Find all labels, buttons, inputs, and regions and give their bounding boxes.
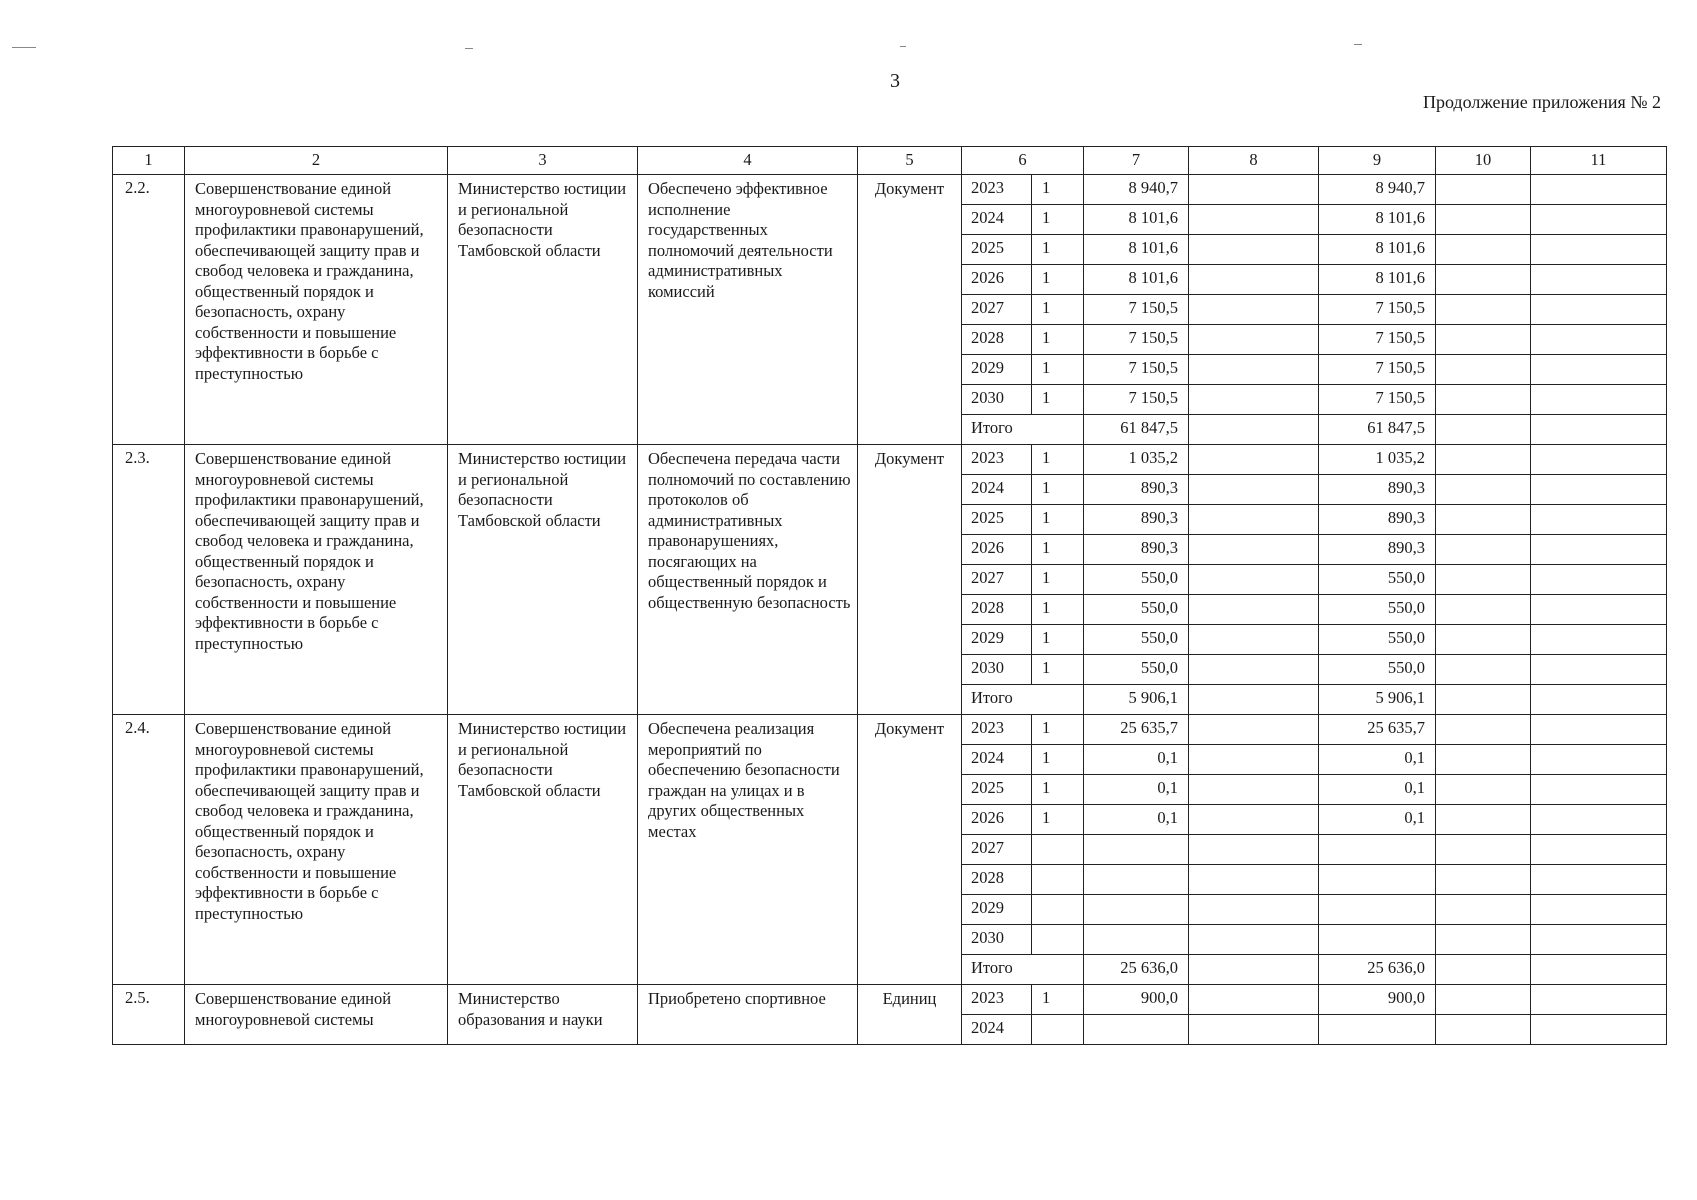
amount-col10	[1436, 325, 1531, 355]
year-row	[113, 175, 1667, 205]
year-cell: 2024	[962, 745, 1032, 775]
measure-name: Совершенствование единой многоуровневой системы профилактики правонарушений, обеспечивающей защиту прав и свобод человека и гражданина, общественный порядок и безопасность, охрану собственности и повышение эффективности в борьбе с преступностью	[185, 175, 448, 445]
amount-col11	[1531, 385, 1667, 415]
amount-col7	[1084, 865, 1189, 895]
header-cell: 7	[1084, 147, 1189, 175]
amount-col8	[1189, 625, 1319, 655]
amount-col11	[1531, 925, 1667, 955]
amount-col9: 7 150,5	[1319, 295, 1436, 325]
amount-col9: 7 150,5	[1319, 325, 1436, 355]
year-cell: 2026	[962, 805, 1032, 835]
amount-col8	[1189, 805, 1319, 835]
indicator-value: 1	[1032, 235, 1084, 265]
header-cell: 8	[1189, 147, 1319, 175]
amount-col10	[1436, 205, 1531, 235]
amount-col7: 890,3	[1084, 535, 1189, 565]
amount-col8	[1189, 565, 1319, 595]
amount-col10	[1436, 655, 1531, 685]
scan-speck	[900, 46, 906, 47]
year-cell: 2029	[962, 625, 1032, 655]
year-cell: 2024	[962, 205, 1032, 235]
header-cell: 6	[962, 147, 1084, 175]
measure-name: Совершенствование единой многоуровневой системы	[185, 985, 448, 1045]
amount-col11	[1531, 295, 1667, 325]
year-row	[113, 715, 1667, 745]
section-code: 2.4.	[113, 715, 185, 985]
amount-col11	[1531, 355, 1667, 385]
measure-name: Совершенствование единой многоуровневой системы профилактики правонарушений, обеспечивающей защиту прав и свобод человека и гражданина, общественный порядок и безопасность, охрану собственности и повышение эффективности в борьбе с преступностью	[185, 445, 448, 715]
header-cell: 5	[858, 147, 962, 175]
amount-col8	[1189, 175, 1319, 205]
amount-col11	[1531, 805, 1667, 835]
amount-col11	[1531, 475, 1667, 505]
amount-col8	[1189, 835, 1319, 865]
amount-col9: 890,3	[1319, 505, 1436, 535]
amount-col8	[1189, 505, 1319, 535]
amount-col9: 900,0	[1319, 985, 1436, 1015]
amount-col9	[1319, 865, 1436, 895]
amount-col11	[1531, 565, 1667, 595]
total-col11	[1531, 685, 1667, 715]
amount-col9: 0,1	[1319, 805, 1436, 835]
year-cell: 2030	[962, 385, 1032, 415]
amount-col7: 7 150,5	[1084, 355, 1189, 385]
amount-col9: 8 101,6	[1319, 235, 1436, 265]
amount-col10	[1436, 535, 1531, 565]
indicator-value	[1032, 865, 1084, 895]
amount-col11	[1531, 265, 1667, 295]
indicator-value: 1	[1032, 775, 1084, 805]
amount-col8	[1189, 895, 1319, 925]
executor: Министерство юстиции и региональной безопасности Тамбовской области	[448, 715, 638, 985]
amount-col10	[1436, 805, 1531, 835]
indicator-value	[1032, 835, 1084, 865]
amount-col11	[1531, 535, 1667, 565]
amount-col11	[1531, 175, 1667, 205]
amount-col8	[1189, 1015, 1319, 1045]
amount-col7: 0,1	[1084, 775, 1189, 805]
total-col7: 5 906,1	[1084, 685, 1189, 715]
unit-of-measure: Единиц	[858, 985, 962, 1045]
amount-col9: 8 940,7	[1319, 175, 1436, 205]
header-cell: 4	[638, 147, 858, 175]
total-col10	[1436, 955, 1531, 985]
year-cell: 2029	[962, 895, 1032, 925]
measure-name: Совершенствование единой многоуровневой системы профилактики правонарушений, обеспечивающей защиту прав и свобод человека и гражданина, общественный порядок и безопасность, охрану собственности и повышение эффективности в борьбе с преступностью	[185, 715, 448, 985]
amount-col7	[1084, 1015, 1189, 1045]
year-cell: 2023	[962, 985, 1032, 1015]
amount-col7: 8 101,6	[1084, 265, 1189, 295]
year-cell: 2025	[962, 235, 1032, 265]
amount-col7: 550,0	[1084, 625, 1189, 655]
amount-col7: 900,0	[1084, 985, 1189, 1015]
indicator-value	[1032, 1015, 1084, 1045]
year-cell: 2024	[962, 1015, 1032, 1045]
amount-col9: 7 150,5	[1319, 355, 1436, 385]
year-cell: 2027	[962, 295, 1032, 325]
amount-col9: 0,1	[1319, 745, 1436, 775]
year-cell: 2028	[962, 595, 1032, 625]
amount-col10	[1436, 385, 1531, 415]
header-cell: 9	[1319, 147, 1436, 175]
amount-col11	[1531, 595, 1667, 625]
amount-col11	[1531, 325, 1667, 355]
amount-col8	[1189, 775, 1319, 805]
amount-col11	[1531, 205, 1667, 235]
amount-col11	[1531, 775, 1667, 805]
amount-col10	[1436, 835, 1531, 865]
unit-of-measure: Документ	[858, 445, 962, 715]
indicator-value: 1	[1032, 595, 1084, 625]
amount-col10	[1436, 505, 1531, 535]
amount-col11	[1531, 625, 1667, 655]
indicator-value: 1	[1032, 295, 1084, 325]
indicator-value: 1	[1032, 475, 1084, 505]
year-cell: 2028	[962, 865, 1032, 895]
expected-result: Обеспечена передача части полномочий по составлению протоколов об административных правонарушениях, посягающих на общественный порядок и общественную безопасность	[638, 445, 858, 715]
amount-col10	[1436, 355, 1531, 385]
total-col9: 25 636,0	[1319, 955, 1436, 985]
indicator-value: 1	[1032, 565, 1084, 595]
indicator-value	[1032, 895, 1084, 925]
year-cell: 2029	[962, 355, 1032, 385]
page-number: 3	[890, 70, 900, 92]
total-col8	[1189, 685, 1319, 715]
indicator-value: 1	[1032, 505, 1084, 535]
amount-col8	[1189, 235, 1319, 265]
amount-col8	[1189, 655, 1319, 685]
amount-col7: 0,1	[1084, 745, 1189, 775]
amount-col11	[1531, 445, 1667, 475]
scan-speck	[1354, 44, 1362, 45]
amount-col9: 550,0	[1319, 655, 1436, 685]
total-col11	[1531, 415, 1667, 445]
total-col7: 25 636,0	[1084, 955, 1189, 985]
annex-title: Продолжение приложения № 2	[1422, 92, 1661, 112]
amount-col7	[1084, 925, 1189, 955]
appendix-table	[112, 146, 1667, 1045]
indicator-value: 1	[1032, 205, 1084, 235]
indicator-value: 1	[1032, 625, 1084, 655]
amount-col8	[1189, 925, 1319, 955]
amount-col7: 7 150,5	[1084, 295, 1189, 325]
indicator-value: 1	[1032, 745, 1084, 775]
executor: Министерство юстиции и региональной безопасности Тамбовской области	[448, 175, 638, 445]
amount-col10	[1436, 925, 1531, 955]
amount-col10	[1436, 625, 1531, 655]
indicator-value: 1	[1032, 805, 1084, 835]
amount-col9: 0,1	[1319, 775, 1436, 805]
section-code: 2.3.	[113, 445, 185, 715]
amount-col9: 7 150,5	[1319, 385, 1436, 415]
amount-col7: 8 101,6	[1084, 235, 1189, 265]
amount-col10	[1436, 895, 1531, 925]
amount-col10	[1436, 565, 1531, 595]
amount-col8	[1189, 715, 1319, 745]
total-col9: 61 847,5	[1319, 415, 1436, 445]
amount-col9: 890,3	[1319, 535, 1436, 565]
amount-col10	[1436, 475, 1531, 505]
year-cell: 2026	[962, 535, 1032, 565]
year-cell: 2030	[962, 655, 1032, 685]
amount-col8	[1189, 595, 1319, 625]
indicator-value: 1	[1032, 265, 1084, 295]
amount-col8	[1189, 385, 1319, 415]
amount-col10	[1436, 865, 1531, 895]
indicator-value: 1	[1032, 175, 1084, 205]
amount-col9: 550,0	[1319, 565, 1436, 595]
year-cell: 2024	[962, 475, 1032, 505]
amount-col8	[1189, 205, 1319, 235]
amount-col9: 1 035,2	[1319, 445, 1436, 475]
amount-col10	[1436, 775, 1531, 805]
amount-col11	[1531, 745, 1667, 775]
amount-col9	[1319, 925, 1436, 955]
amount-col7: 550,0	[1084, 655, 1189, 685]
amount-col9: 25 635,7	[1319, 715, 1436, 745]
year-cell: 2027	[962, 835, 1032, 865]
total-label: Итого	[962, 955, 1084, 985]
year-row	[113, 445, 1667, 475]
amount-col7: 550,0	[1084, 565, 1189, 595]
total-col7: 61 847,5	[1084, 415, 1189, 445]
executor: Министерство образования и науки	[448, 985, 638, 1045]
amount-col8	[1189, 985, 1319, 1015]
amount-col10	[1436, 295, 1531, 325]
amount-col7: 890,3	[1084, 475, 1189, 505]
total-col11	[1531, 955, 1667, 985]
total-label: Итого	[962, 685, 1084, 715]
amount-col9: 550,0	[1319, 595, 1436, 625]
amount-col8	[1189, 265, 1319, 295]
amount-col10	[1436, 445, 1531, 475]
amount-col9	[1319, 1015, 1436, 1045]
indicator-value: 1	[1032, 715, 1084, 745]
total-col10	[1436, 415, 1531, 445]
indicator-value: 1	[1032, 655, 1084, 685]
year-cell: 2026	[962, 265, 1032, 295]
total-label: Итого	[962, 415, 1084, 445]
header-cell: 2	[185, 147, 448, 175]
header-row	[113, 147, 1667, 175]
amount-col9: 8 101,6	[1319, 265, 1436, 295]
amount-col8	[1189, 445, 1319, 475]
amount-col7: 8 101,6	[1084, 205, 1189, 235]
expected-result: Приобретено спортивное	[638, 985, 858, 1045]
amount-col7: 25 635,7	[1084, 715, 1189, 745]
year-cell: 2025	[962, 775, 1032, 805]
header-cell: 10	[1436, 147, 1531, 175]
year-cell: 2023	[962, 445, 1032, 475]
indicator-value: 1	[1032, 325, 1084, 355]
header-cell: 3	[448, 147, 638, 175]
year-cell: 2027	[962, 565, 1032, 595]
expected-result: Обеспечена реализация мероприятий по обеспечению безопасности граждан на улицах и в других общественных местах	[638, 715, 858, 985]
amount-col11	[1531, 235, 1667, 265]
amount-col10	[1436, 715, 1531, 745]
year-cell: 2025	[962, 505, 1032, 535]
amount-col9	[1319, 835, 1436, 865]
amount-col9: 890,3	[1319, 475, 1436, 505]
amount-col10	[1436, 175, 1531, 205]
amount-col8	[1189, 475, 1319, 505]
amount-col9	[1319, 895, 1436, 925]
amount-col7: 8 940,7	[1084, 175, 1189, 205]
total-col8	[1189, 955, 1319, 985]
amount-col10	[1436, 985, 1531, 1015]
amount-col7: 890,3	[1084, 505, 1189, 535]
amount-col11	[1531, 835, 1667, 865]
amount-col7: 7 150,5	[1084, 385, 1189, 415]
amount-col10	[1436, 1015, 1531, 1045]
unit-of-measure: Документ	[858, 715, 962, 985]
amount-col10	[1436, 235, 1531, 265]
section-code: 2.5.	[113, 985, 185, 1045]
total-col9: 5 906,1	[1319, 685, 1436, 715]
amount-col8	[1189, 355, 1319, 385]
amount-col11	[1531, 985, 1667, 1015]
amount-col11	[1531, 865, 1667, 895]
amount-col9: 8 101,6	[1319, 205, 1436, 235]
amount-col9: 550,0	[1319, 625, 1436, 655]
scan-speck	[465, 48, 473, 49]
amount-col8	[1189, 325, 1319, 355]
amount-col11	[1531, 715, 1667, 745]
amount-col7	[1084, 835, 1189, 865]
expected-result: Обеспечено эффективное исполнение государственных полномочий деятельности административных комиссий	[638, 175, 858, 445]
indicator-value: 1	[1032, 985, 1084, 1015]
indicator-value: 1	[1032, 445, 1084, 475]
year-cell: 2028	[962, 325, 1032, 355]
header-cell: 11	[1531, 147, 1667, 175]
indicator-value: 1	[1032, 535, 1084, 565]
indicator-value: 1	[1032, 385, 1084, 415]
amount-col10	[1436, 595, 1531, 625]
header-cell: 1	[113, 147, 185, 175]
amount-col8	[1189, 295, 1319, 325]
amount-col8	[1189, 865, 1319, 895]
amount-col7: 0,1	[1084, 805, 1189, 835]
amount-col8	[1189, 745, 1319, 775]
amount-col7	[1084, 895, 1189, 925]
amount-col11	[1531, 505, 1667, 535]
unit-of-measure: Документ	[858, 175, 962, 445]
amount-col7: 1 035,2	[1084, 445, 1189, 475]
total-col10	[1436, 685, 1531, 715]
amount-col11	[1531, 895, 1667, 925]
year-cell: 2023	[962, 175, 1032, 205]
amount-col8	[1189, 535, 1319, 565]
amount-col7: 7 150,5	[1084, 325, 1189, 355]
executor: Министерство юстиции и региональной безопасности Тамбовской области	[448, 445, 638, 715]
indicator-value: 1	[1032, 355, 1084, 385]
year-row	[113, 985, 1667, 1015]
indicator-value	[1032, 925, 1084, 955]
amount-col10	[1436, 745, 1531, 775]
amount-col11	[1531, 655, 1667, 685]
amount-col10	[1436, 265, 1531, 295]
year-cell: 2030	[962, 925, 1032, 955]
section-code: 2.2.	[113, 175, 185, 445]
amount-col7: 550,0	[1084, 595, 1189, 625]
scan-speck	[12, 47, 36, 48]
amount-col11	[1531, 1015, 1667, 1045]
total-col8	[1189, 415, 1319, 445]
year-cell: 2023	[962, 715, 1032, 745]
